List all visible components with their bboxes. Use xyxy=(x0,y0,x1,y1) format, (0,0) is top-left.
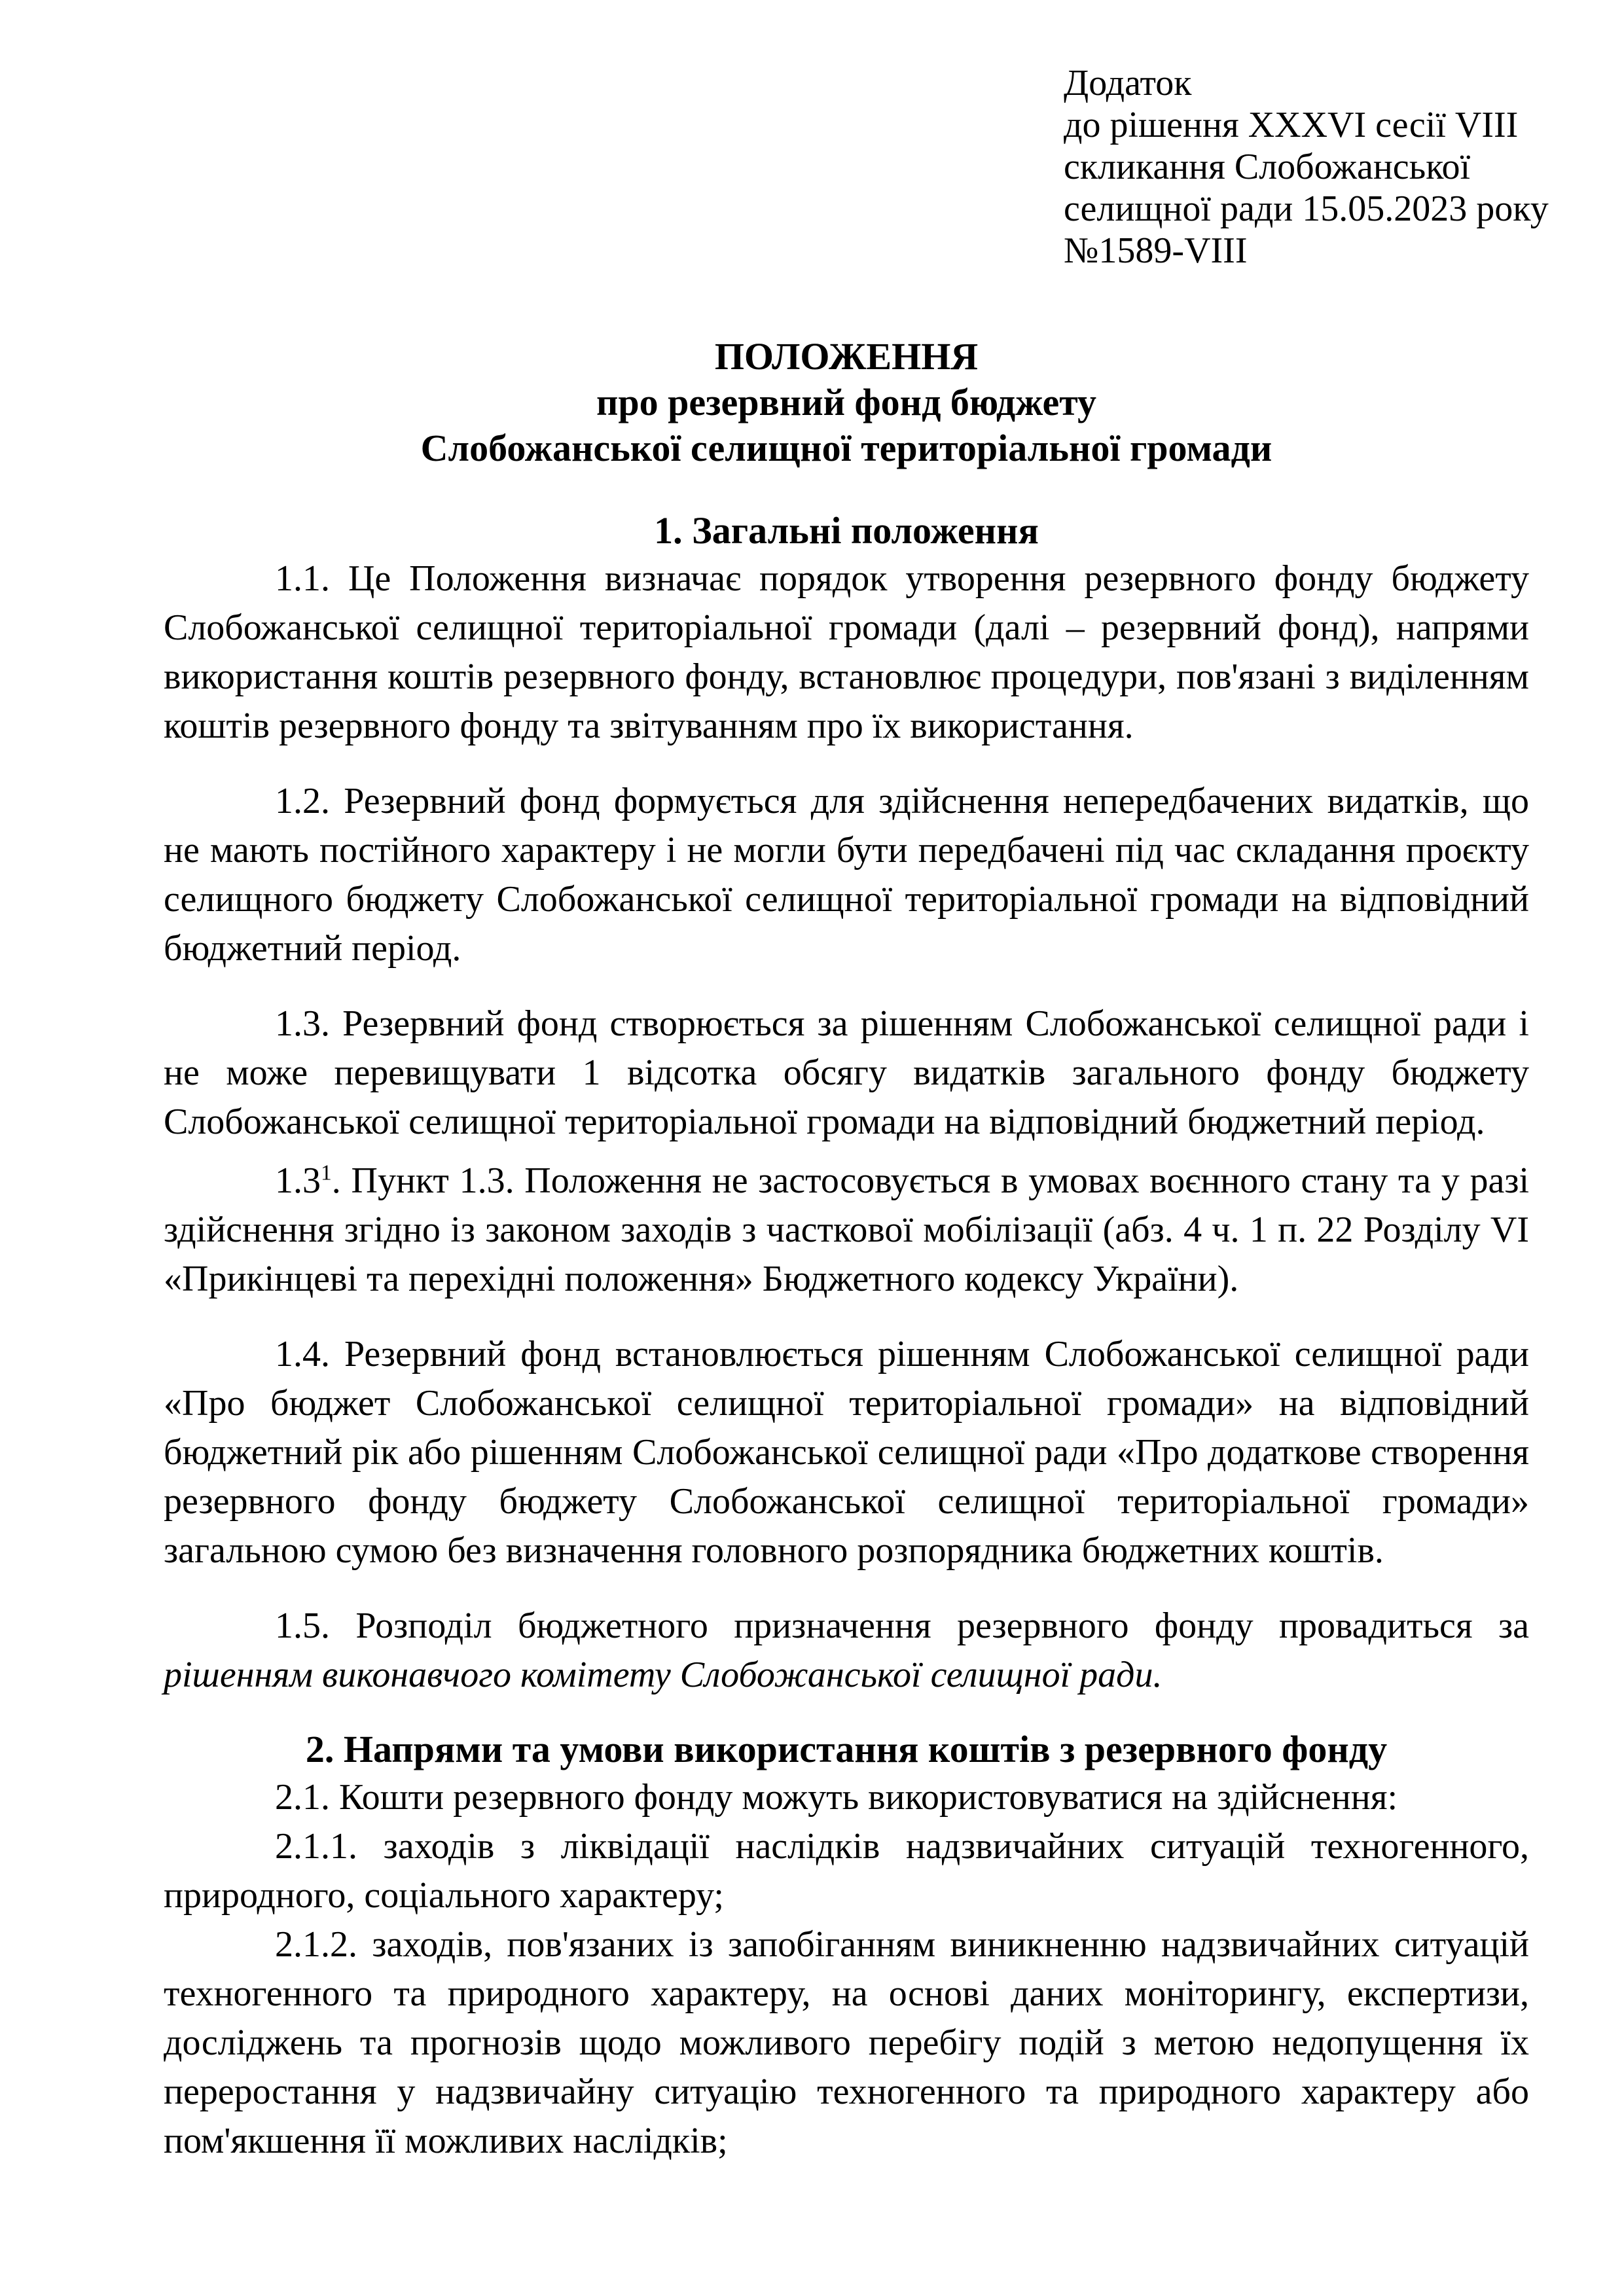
annex-header-line: до рішення XXXVI сесії VIII xyxy=(1064,105,1519,145)
annex-header-line: №1589-VIII xyxy=(1064,230,1248,271)
paragraph-1-5 xyxy=(164,1602,1529,1700)
paragraph-2-1: 2.1. Кошти резервного фонду можуть використовуватися на здійснення: xyxy=(275,1777,1398,1818)
paragraph-1-3-1 xyxy=(164,1157,1529,1304)
document-title-line: Слобожанської селищної територіальної громади xyxy=(420,427,1272,469)
paragraph-1-3-1-superscript: 1 xyxy=(321,1160,332,1185)
paragraph-1-5-text: 1.5. Розподіл бюджетного призначення резервного фонду провадиться за xyxy=(275,1605,1529,1646)
section-1-heading: 1. Загальні положення xyxy=(654,509,1039,552)
paragraph-1-2: 1.2. Резервний фонд формується для здійснення непередбачених видатків, що не мають постійного характеру і не могли бути передбачені під час складання проєкту селищного бюджету Слобожанської селищної територіальної громади на відповідний бюджетний період. xyxy=(164,781,1529,969)
paragraph-1-3-1-number: 1.3 xyxy=(275,1160,321,1201)
section-2-heading: 2. Напрями та умови використання коштів з резервного фонду xyxy=(305,1728,1388,1770)
document-title-line: ПОЛОЖЕННЯ xyxy=(714,335,979,378)
paragraph-1-1: 1.1. Це Положення визначає порядок утворення резервного фонду бюджету Слобожанської селищної територіальної громади (далі – резервний фонд), напрями використання коштів резервного фонду, встановлює процедури, пов'язані з виділенням коштів резервного фонду та звітуванням про їх використання. xyxy=(164,558,1529,746)
paragraph-2-1-2: 2.1.2. заходів, пов'язаних із запобіганням виникненню надзвичайних ситуацій техногенного та природного характеру, на основі даних моніторингу, експертизи, досліджень та прогнозів щодо можливого перебігу подій з метою недопущення їх переростання у надзвичайну ситуацію техногенного та природного характеру або пом'якшення її можливих наслідків; xyxy=(164,1924,1529,2161)
annex-header-line: Додаток xyxy=(1064,63,1192,103)
paragraph-1-4: 1.4. Резервний фонд встановлюється рішенням Слобожанської селищної ради «Про бюджет Слобожанської селищної територіальної громади» на відповідний бюджетний рік або рішенням Слобожанської селищної ради «Про додаткове створення резервного фонду бюджету Слобожанської селищної територіальної громади» загальною сумою без визначення головного розпорядника бюджетних коштів. xyxy=(164,1334,1529,1571)
paragraph-1-3-1-text: . Пункт 1.3. Положення не застосовується в умовах воєнного стану та у разі здійснення згідно із законом заходів з часткової мобілізації (абз. 4 ч. 1 п. 22 Розділу VI «Прикінцеві та перехідні положення» Бюджетного кодексу України). xyxy=(164,1160,1529,1299)
annex-header-line: селищної ради 15.05.2023 року xyxy=(1064,188,1549,229)
paragraph-2-1-1: 2.1.1. заходів з ліквідації наслідків надзвичайних ситуацій техногенного, природного, соціального характеру; xyxy=(164,1826,1529,1916)
paragraph-1-3: 1.3. Резервний фонд створюється за рішенням Слобожанської селищної ради і не може перевищувати 1 відсотка обсягу видатків загального фонду бюджету Слобожанської селищної територіальної громади на відповідний бюджетний період. xyxy=(164,1003,1529,1142)
annex-header-block xyxy=(1064,62,1549,272)
document-title-line: про резервний фонд бюджету xyxy=(596,381,1097,423)
annex-header-line: скликання Слобожанської xyxy=(1064,147,1471,187)
document-title xyxy=(164,334,1529,471)
paragraph-1-5-italic-text: рішенням виконавчого комітету Слобожанської селищної ради. xyxy=(164,1655,1163,1695)
